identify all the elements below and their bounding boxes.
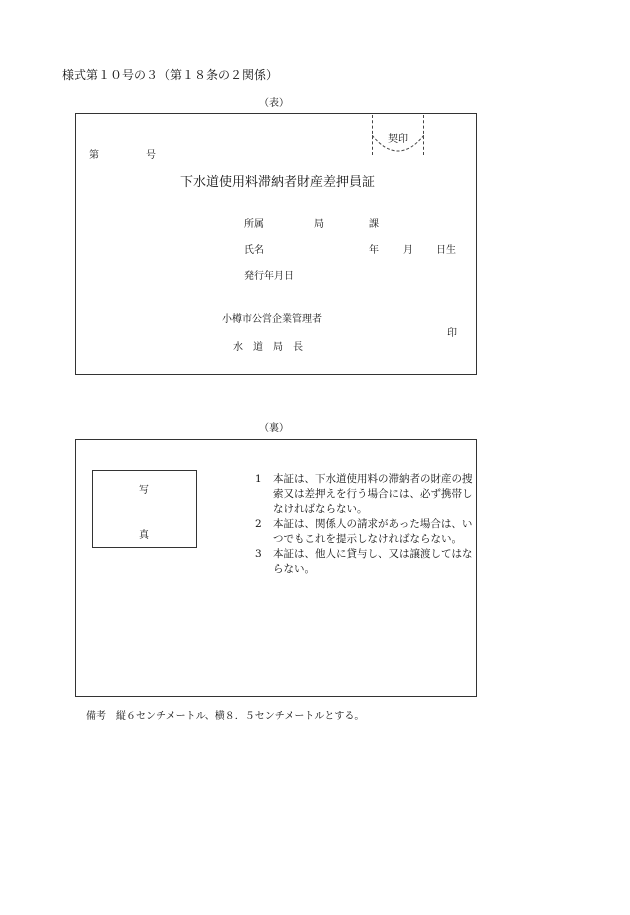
issuer-org: 小樽市公営企業管理者: [222, 314, 322, 325]
issue-date-label: 発行年月日: [244, 271, 294, 282]
note-number: 1: [255, 473, 262, 485]
stamp-label: 印: [447, 328, 457, 339]
number-suffix: 号: [146, 150, 156, 161]
note-text: 本証は、関係人の請求があった場合は、いつでもこれを提示しなければならない。: [273, 518, 473, 545]
issuer-title: 水 道 局 長: [233, 342, 303, 353]
photo-label-top: 写: [139, 485, 149, 496]
seal-label: 契印: [388, 134, 408, 145]
name-label: 氏名: [244, 245, 264, 256]
affiliation-label: 所属: [244, 219, 264, 230]
note-text: 本証は、他人に貸与し、又は譲渡してはならない。: [273, 548, 473, 575]
note-number: 3: [255, 548, 262, 560]
front-side-label: （表）: [259, 98, 289, 109]
back-side-label: （裏）: [259, 423, 289, 434]
list-item: [255, 547, 473, 577]
remark: 備考 縦６センチメートル、横８．５センチメートルとする。: [86, 711, 365, 722]
number-label: 第: [89, 150, 99, 161]
form-title: 様式第１０号の３（第１８条の２関係）: [62, 68, 279, 82]
card-title: 下水道使用料滞納者財産差押員証: [180, 175, 376, 190]
section-label: 課: [369, 219, 379, 230]
list-item: [255, 472, 473, 517]
note-number: 2: [255, 518, 262, 530]
list-item: [255, 517, 473, 547]
photo-label-bottom: 真: [139, 530, 149, 541]
bureau-label: 局: [314, 219, 324, 230]
notes-list: [255, 472, 473, 577]
birth-label: 日生: [436, 245, 456, 256]
month-label: 月: [403, 245, 413, 256]
year-label: 年: [369, 245, 379, 256]
note-text: 本証は、下水道使用料の滞納者の財産の捜索又は差押えを行う場合には、必ず携帯しなければならない。: [273, 473, 473, 515]
